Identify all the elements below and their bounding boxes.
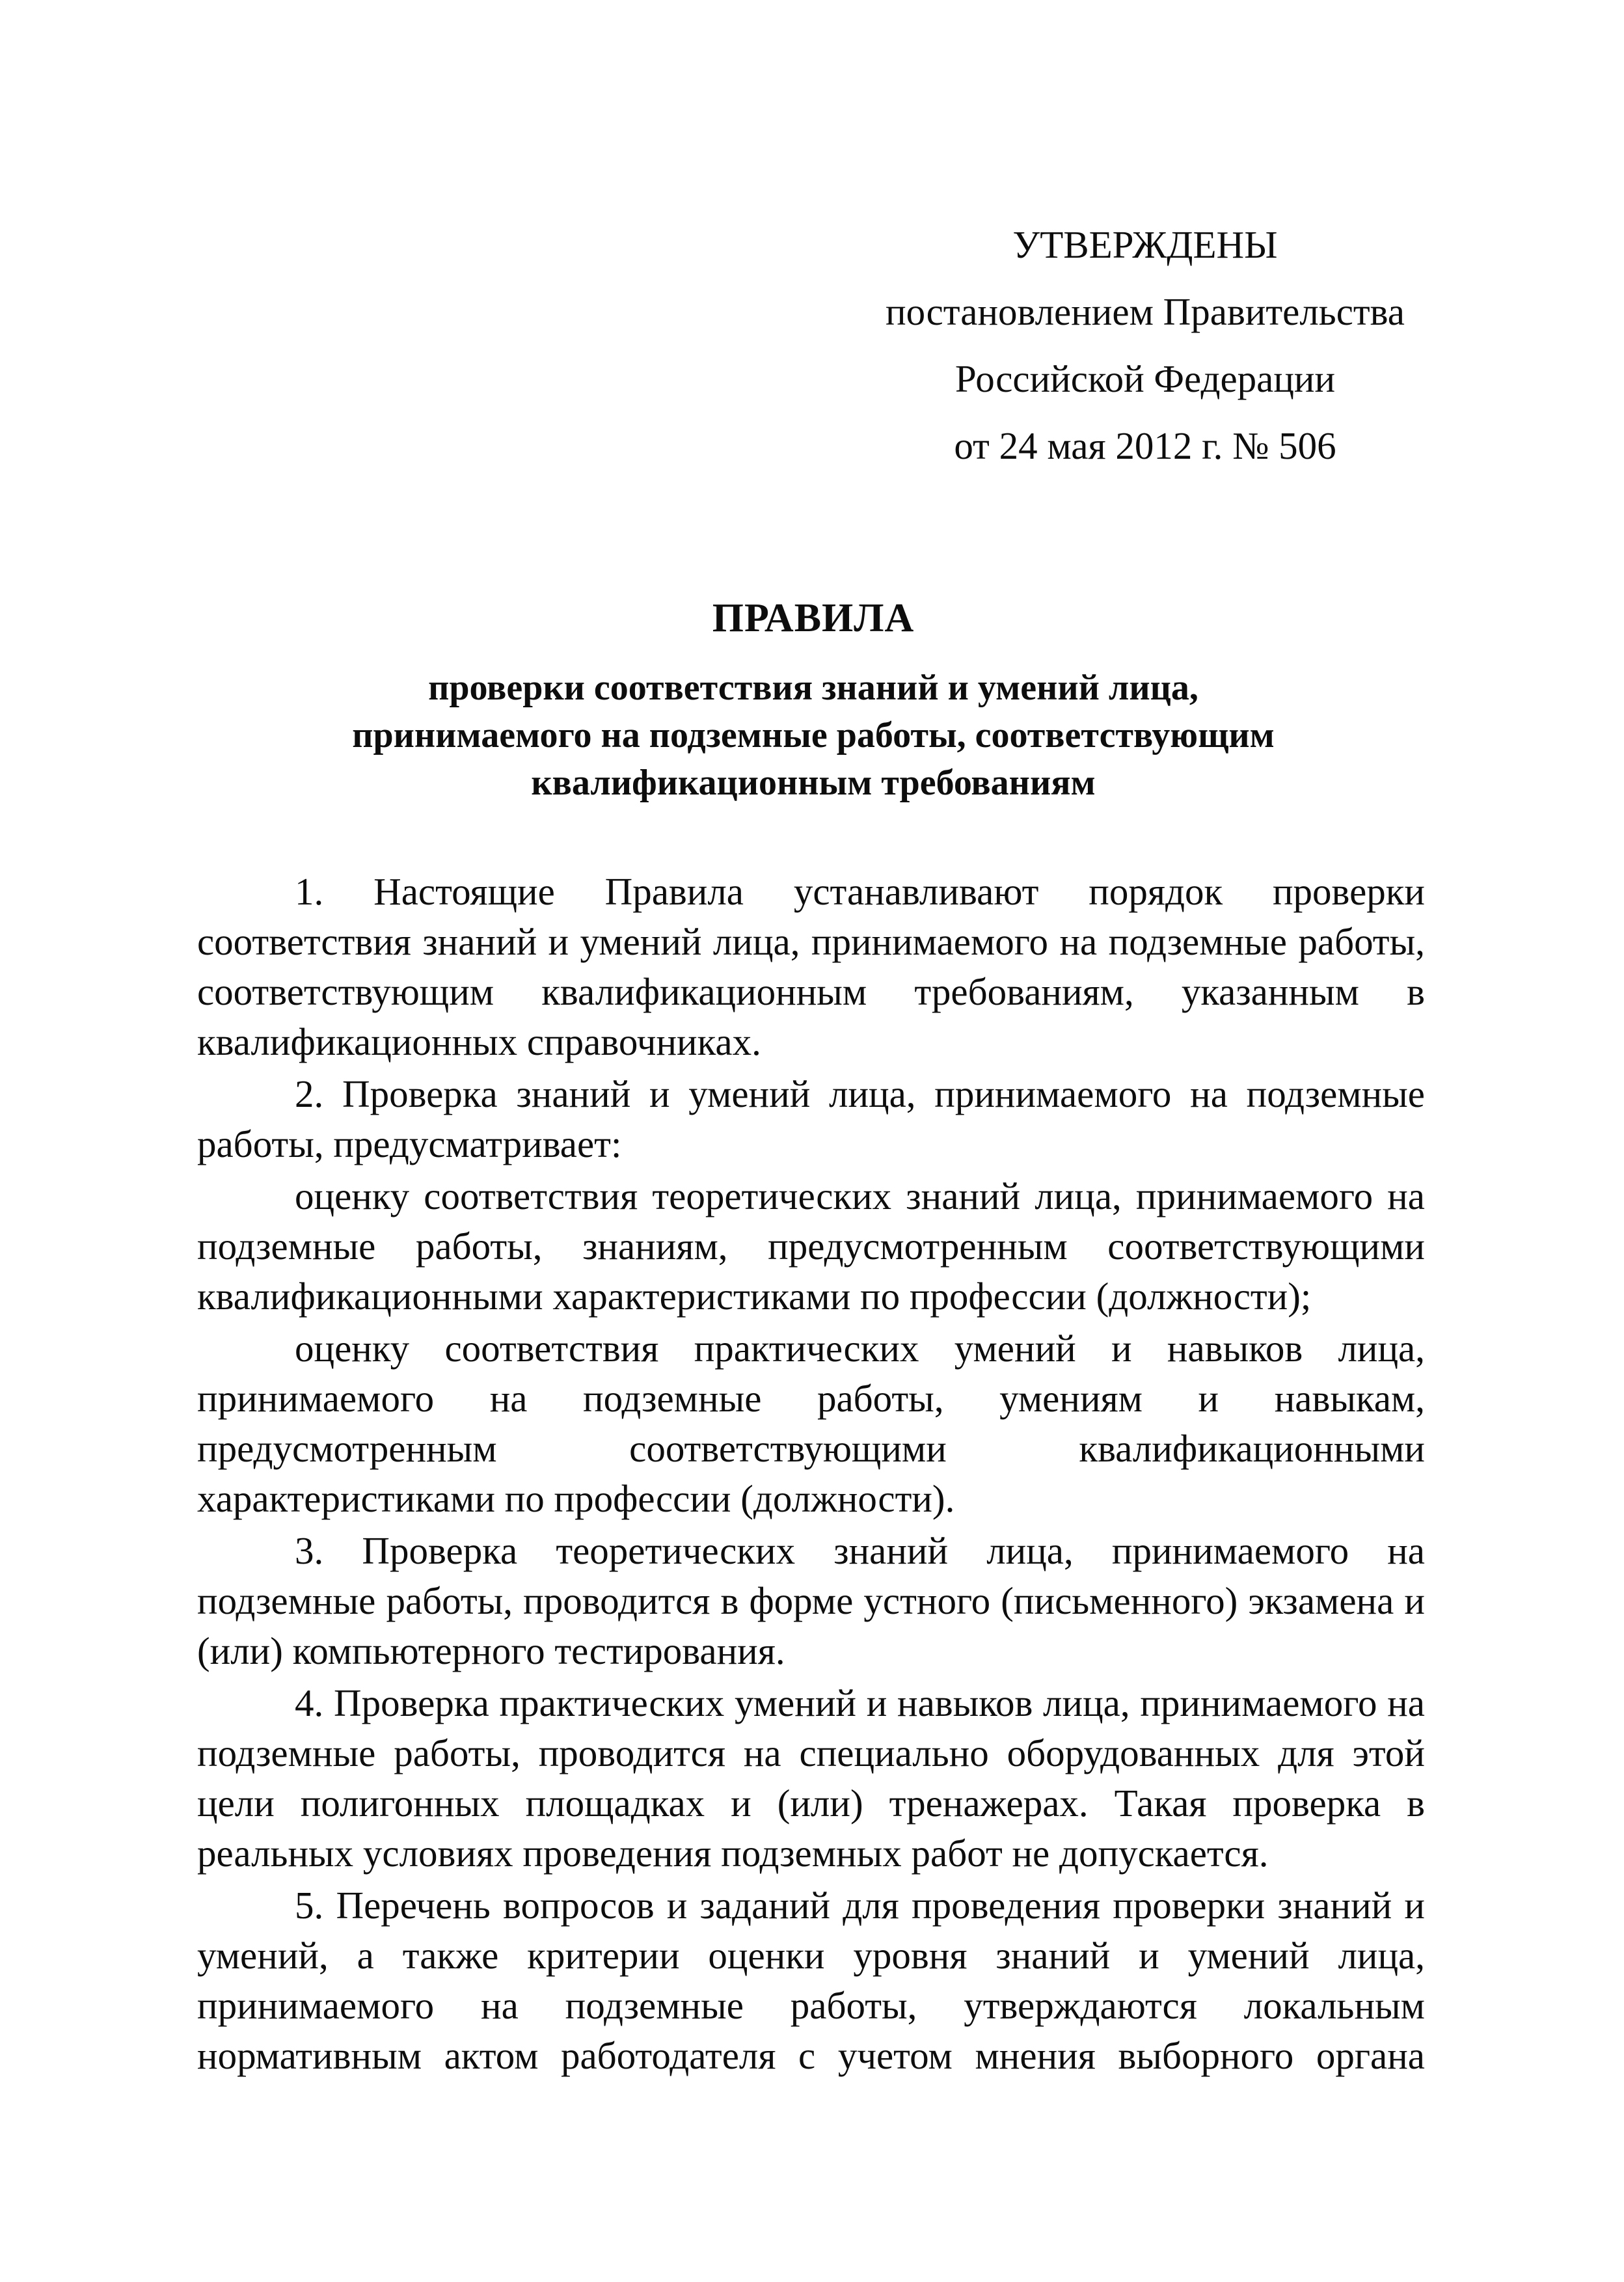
paragraph-2b bbox=[197, 1324, 1425, 1524]
subtitle-line-2: принимаемого на подземные работы, соответствующим bbox=[352, 715, 1275, 755]
approval-line-3: от 24 мая 2012 г. № 506 bbox=[954, 424, 1336, 467]
paragraph-line: характеристиками по профессии (должности). bbox=[197, 1477, 955, 1520]
document-heading bbox=[195, 589, 1431, 807]
paragraph-line: работы, предусматривает: bbox=[197, 1122, 622, 1165]
approval-title: УТВЕРЖДЕНЫ bbox=[1012, 223, 1278, 266]
paragraph-line: соответствующим квалификационным требованиям, указанным в bbox=[197, 970, 1425, 1013]
paragraph-line: оценку соответствия практических умений и навыков лица, bbox=[295, 1327, 1425, 1370]
paragraph-line: 2. Проверка знаний и умений лица, принимаемого на подземные bbox=[295, 1072, 1425, 1115]
paragraph-line: цели полигонных площадках и (или) тренажерах. Такая проверка в bbox=[197, 1782, 1425, 1825]
paragraph-line: реальных условиях проведения подземных работ не допускается. bbox=[197, 1832, 1269, 1875]
paragraph-5 bbox=[197, 1881, 1425, 2081]
paragraph-line: соответствия знаний и умений лица, принимаемого на подземные работы, bbox=[197, 920, 1425, 963]
subtitle-line-1: проверки соответствия знаний и умений лица, bbox=[428, 668, 1198, 708]
paragraph-line: нормативным актом работодателя с учетом мнения выборного органа bbox=[197, 2034, 1425, 2077]
paragraph-line: умений, а также критерии оценки уровня знаний и умений лица, bbox=[197, 1934, 1425, 1977]
paragraph-3 bbox=[197, 1526, 1425, 1676]
subtitle-line-3: квалификационным требованиям bbox=[531, 763, 1096, 803]
paragraph-line: 3. Проверка теоретических знаний лица, принимаемого на bbox=[295, 1529, 1425, 1572]
paragraph-4 bbox=[197, 1678, 1425, 1879]
approval-stamp bbox=[859, 211, 1431, 480]
paragraph-line: оценку соответствия теоретических знаний лица, принимаемого на bbox=[295, 1175, 1425, 1217]
paragraph-1 bbox=[197, 867, 1425, 1067]
approval-line-1: постановлением Правительства bbox=[886, 290, 1405, 333]
document-title: ПРАВИЛА bbox=[712, 596, 915, 640]
document-subtitle bbox=[195, 664, 1431, 807]
paragraph-line: квалификационными характеристиками по профессии (должности); bbox=[197, 1275, 1312, 1318]
paragraph-line: квалификационных справочниках. bbox=[197, 1020, 761, 1063]
paragraph-line: принимаемого на подземные работы, утверждаются локальным bbox=[197, 1984, 1425, 2027]
paragraph-line: 5. Перечень вопросов и заданий для проведения проверки знаний и bbox=[295, 1884, 1425, 1927]
paragraph-line: 4. Проверка практических умений и навыков лица, принимаемого на bbox=[295, 1681, 1425, 1724]
document-body bbox=[197, 867, 1425, 2083]
paragraph-line: (или) компьютерного тестирования. bbox=[197, 1629, 785, 1672]
paragraph-2a bbox=[197, 1171, 1425, 1322]
paragraph-line: принимаемого на подземные работы, умениям и навыкам, bbox=[197, 1377, 1425, 1420]
paragraph-2 bbox=[197, 1069, 1425, 1169]
paragraph-line: 1. Настоящие Правила устанавливают порядок проверки bbox=[295, 870, 1425, 913]
approval-line-2: Российской Федерации bbox=[954, 357, 1336, 400]
paragraph-line: предусмотренным соответствующими квалификационными bbox=[197, 1427, 1425, 1470]
paragraph-line: подземные работы, проводится на специально оборудованных для этой bbox=[197, 1732, 1425, 1774]
paragraph-line: подземные работы, знаниям, предусмотренным соответствующими bbox=[197, 1225, 1425, 1268]
paragraph-line: подземные работы, проводится в форме устного (письменного) экзамена и bbox=[197, 1579, 1425, 1622]
